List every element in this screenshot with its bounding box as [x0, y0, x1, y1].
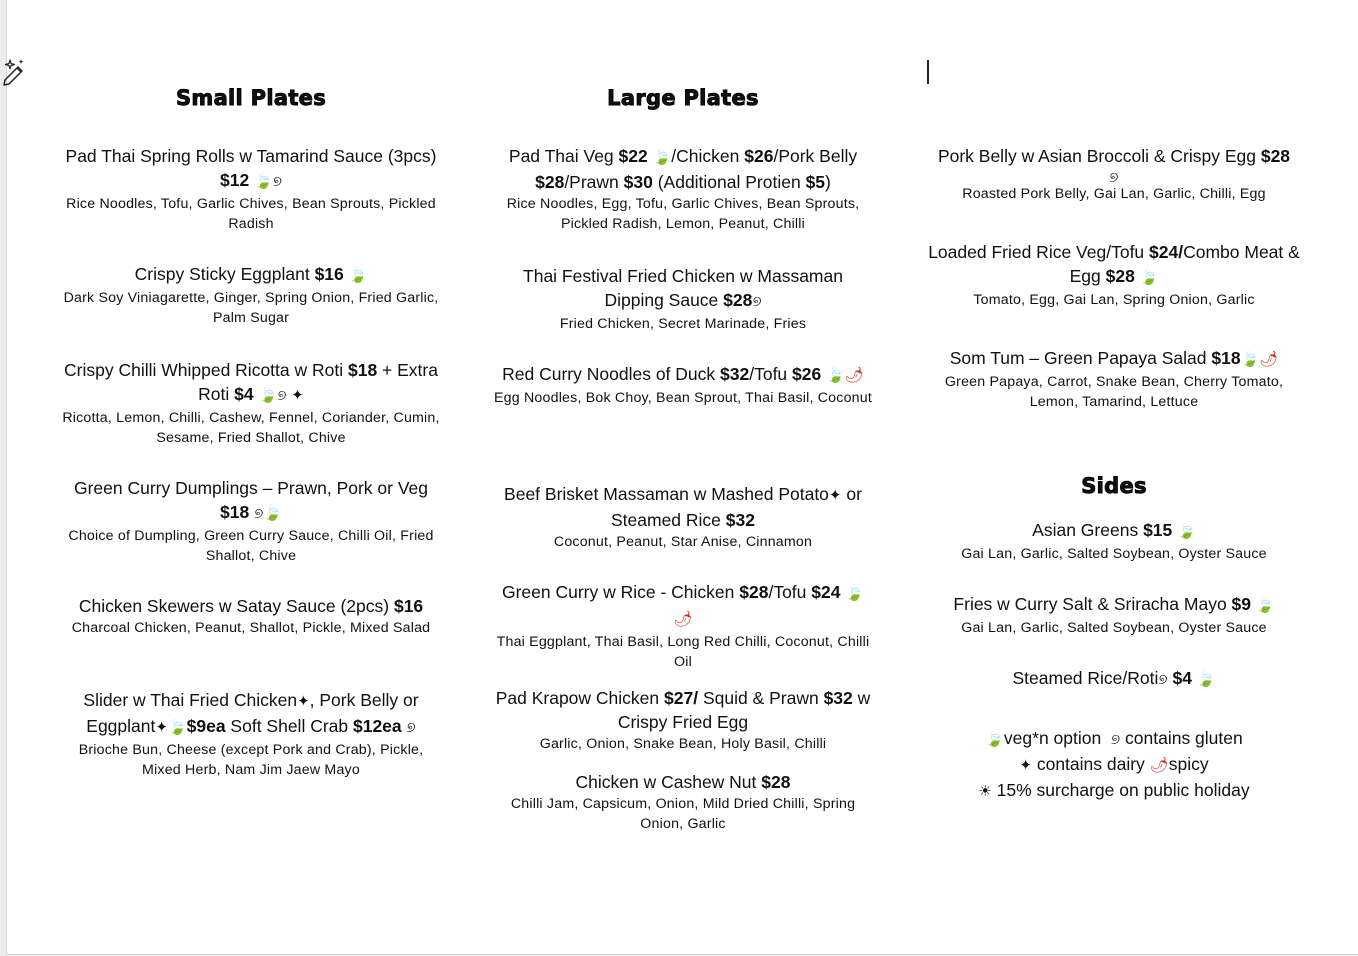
legend: [925, 726, 1303, 804]
small-plates-heading: Small Plates: [175, 86, 327, 110]
menu-item: [493, 770, 873, 834]
item-description: Rice Noodles, Tofu, Garlic Chives, Bean Sprouts, Pickled Radish: [66, 196, 436, 232]
menu-item: [59, 476, 443, 566]
vegan-icon: 🍃: [1240, 351, 1260, 368]
item-title: Beef Brisket Massaman w Mashed Potato✦ or Steamed Rice $32: [504, 484, 862, 530]
vegan-icon: 🍃: [1177, 523, 1196, 540]
item-title: Loaded Fried Rice Veg/Tofu $24/Combo Meat & Egg $28 🍃: [928, 242, 1300, 286]
vegan-icon: 🍃: [845, 585, 865, 602]
item-title: Pad Thai Spring Rolls w Tamarind Sauce (3pcs) $12 🍃୭: [65, 146, 437, 190]
item-title: Crispy Chilli Whipped Ricotta w Roti $18 + Extra Roti $4 🍃୭ ✦: [64, 360, 438, 404]
item-title: Chicken Skewers w Satay Sauce (2pcs) $16: [78, 596, 424, 616]
item-description: Gai Lan, Garlic, Salted Soybean, Oyster Sauce: [961, 620, 1267, 636]
item-description: Brioche Bun, Cheese (except Pork and Crab), Pickle, Mixed Herb, Nam Jim Jaew Mayo: [78, 742, 424, 778]
legend-line: ☀ 15% surcharge on public holiday: [978, 780, 1250, 800]
menu-item: [59, 144, 443, 234]
menu-item: [493, 362, 873, 408]
item-title: Red Curry Noodles of Duck $32/Tofu $26 🍃🌶: [502, 364, 864, 384]
vegan-icon: 🍃: [258, 387, 278, 404]
vegan-icon: 🍃: [1255, 597, 1275, 614]
menu-item: [925, 592, 1303, 638]
gluten-icon: ୭: [406, 719, 416, 736]
menu-item: [925, 666, 1303, 692]
item-description: Gai Lan, Garlic, Salted Soybean, Oyster Sauce: [961, 546, 1267, 562]
spicy-icon: 🌶: [1149, 757, 1169, 774]
item-title: Slider w Thai Fried Chicken✦, Pork Belly or Eggplant✦🍃$9ea Soft Shell Crab $12ea ୭: [83, 690, 419, 736]
gluten-icon: ୭: [752, 293, 762, 310]
gluten-icon: ୭: [1158, 671, 1168, 688]
item-description: Roasted Pork Belly, Gai Lan, Garlic, Chilli, Egg: [962, 186, 1266, 202]
vegan-icon: 🍃: [254, 173, 273, 190]
spicy-icon: 🌶: [673, 611, 693, 628]
vegan-icon: 🍃: [263, 505, 282, 522]
spicy-icon: 🌶: [1259, 351, 1279, 368]
item-title: Pad Krapow Chicken $27/ Squid & Prawn $32 w Crispy Fried Egg: [495, 688, 871, 732]
dairy-icon: ✦: [291, 387, 304, 404]
item-title: Som Tum – Green Papaya Salad $18🍃🌶: [949, 348, 1279, 368]
item-description: Ricotta, Lemon, Chilli, Cashew, Fennel, Coriander, Cumin, Sesame, Fried Shallot, Chive: [62, 410, 440, 446]
vegan-icon: 🍃: [826, 367, 845, 384]
item-description: Green Papaya, Carrot, Snake Bean, Cherry Tomato, Lemon, Tamarind, Lettuce: [944, 374, 1284, 410]
menu-item: [59, 594, 443, 638]
dairy-icon: ✦: [828, 487, 842, 504]
item-description: Garlic, Onion, Snake Bean, Holy Basil, Chilli: [539, 736, 827, 752]
item-title: Pad Thai Veg $22 🍃/Chicken $26/Pork Belly $28/Prawn $30 (Additional Protien $5): [508, 146, 858, 192]
item-title: Green Curry w Rice - Chicken $28/Tofu $24 🍃🌶: [501, 582, 865, 628]
item-description: Dark Soy Viniagarette, Ginger, Spring Onion, Fried Garlic, Palm Sugar: [63, 290, 439, 326]
gluten-icon: ୭: [277, 387, 287, 404]
menu-item: [925, 144, 1303, 204]
menu-item: [493, 686, 873, 754]
vegan-icon: 🍃: [348, 267, 368, 284]
vegan-icon: 🍃: [985, 731, 1004, 748]
item-description: Thai Eggplant, Thai Basil, Long Red Chilli, Coconut, Chilli Oil: [496, 634, 870, 670]
dairy-icon: ✦: [1019, 757, 1032, 774]
menu-item: [59, 688, 443, 780]
sides-heading: Sides: [1081, 474, 1147, 498]
item-description: Fried Chicken, Secret Marinade, Fries: [559, 316, 807, 332]
item-description: Rice Noodles, Egg, Tofu, Garlic Chives, Bean Sprouts, Pickled Radish, Lemon, Peanut, Chilli: [506, 196, 860, 232]
vegan-icon: 🍃: [652, 149, 672, 166]
item-description: Choice of Dumpling, Green Curry Sauce, Chilli Oil, Fried Shallot, Chive: [68, 528, 434, 564]
vegan-icon: 🍃: [1139, 269, 1159, 286]
item-title: Steamed Rice/Roti୭ $4 🍃: [1012, 668, 1216, 688]
menu-item: [59, 358, 443, 448]
item-description: Coconut, Peanut, Star Anise, Cinnamon: [553, 534, 813, 550]
menu-item: [925, 240, 1303, 310]
item-description: Chilli Jam, Capsicum, Onion, Mild Dried Chilli, Spring Onion, Garlic: [510, 796, 856, 832]
item-description: Charcoal Chicken, Peanut, Shallot, Pickle, Mixed Salad: [71, 620, 431, 636]
document-page: [6, 0, 1358, 955]
menu-item: [925, 346, 1303, 412]
ai-edit-icon[interactable]: [1, 56, 31, 86]
item-title: Fries w Curry Salt & Sriracha Mayo $9 🍃: [953, 594, 1275, 614]
item-title: Crispy Sticky Eggplant $16 🍃: [134, 264, 368, 284]
legend-line: ✦ contains dairy 🌶spicy: [1019, 754, 1209, 774]
spicy-icon: 🌶: [844, 367, 864, 384]
dairy-icon: ✦: [297, 693, 310, 710]
menu-item: [493, 482, 873, 552]
menu-item: [925, 518, 1303, 564]
gluten-icon: ୭: [254, 505, 264, 522]
item-description: Egg Noodles, Bok Choy, Bean Sprout, Thai Basil, Coconut: [494, 390, 872, 406]
vegan-icon: 🍃: [167, 719, 187, 736]
dairy-icon: ✦: [155, 719, 168, 736]
menu-item: [493, 144, 873, 234]
holiday-icon: ☀: [978, 783, 992, 800]
vegan-icon: 🍃: [1196, 671, 1216, 688]
menu-item: [493, 264, 873, 334]
large-plates-heading: Large Plates: [607, 86, 759, 110]
gluten-icon: ୭: [1110, 731, 1121, 748]
text-cursor: [927, 60, 929, 84]
item-title: Pork Belly w Asian Broccoli & Crispy Egg $28: [937, 146, 1291, 166]
menu-item: [493, 580, 873, 672]
item-title: Chicken w Cashew Nut $28: [575, 772, 791, 792]
item-title: Green Curry Dumplings – Prawn, Pork or Veg $18 ୭🍃: [73, 478, 429, 522]
gluten-icon: ୭: [1109, 169, 1119, 186]
item-title: Asian Greens $15 🍃: [1032, 520, 1196, 540]
menu-item: [59, 262, 443, 328]
item-title: Thai Festival Fried Chicken w Massaman Dipping Sauce $28୭: [523, 266, 843, 310]
legend-line: 🍃veg*n option ୭ contains gluten: [985, 728, 1243, 748]
gluten-icon: ୭: [272, 173, 282, 190]
item-description: Tomato, Egg, Gai Lan, Spring Onion, Garlic: [973, 292, 1255, 308]
